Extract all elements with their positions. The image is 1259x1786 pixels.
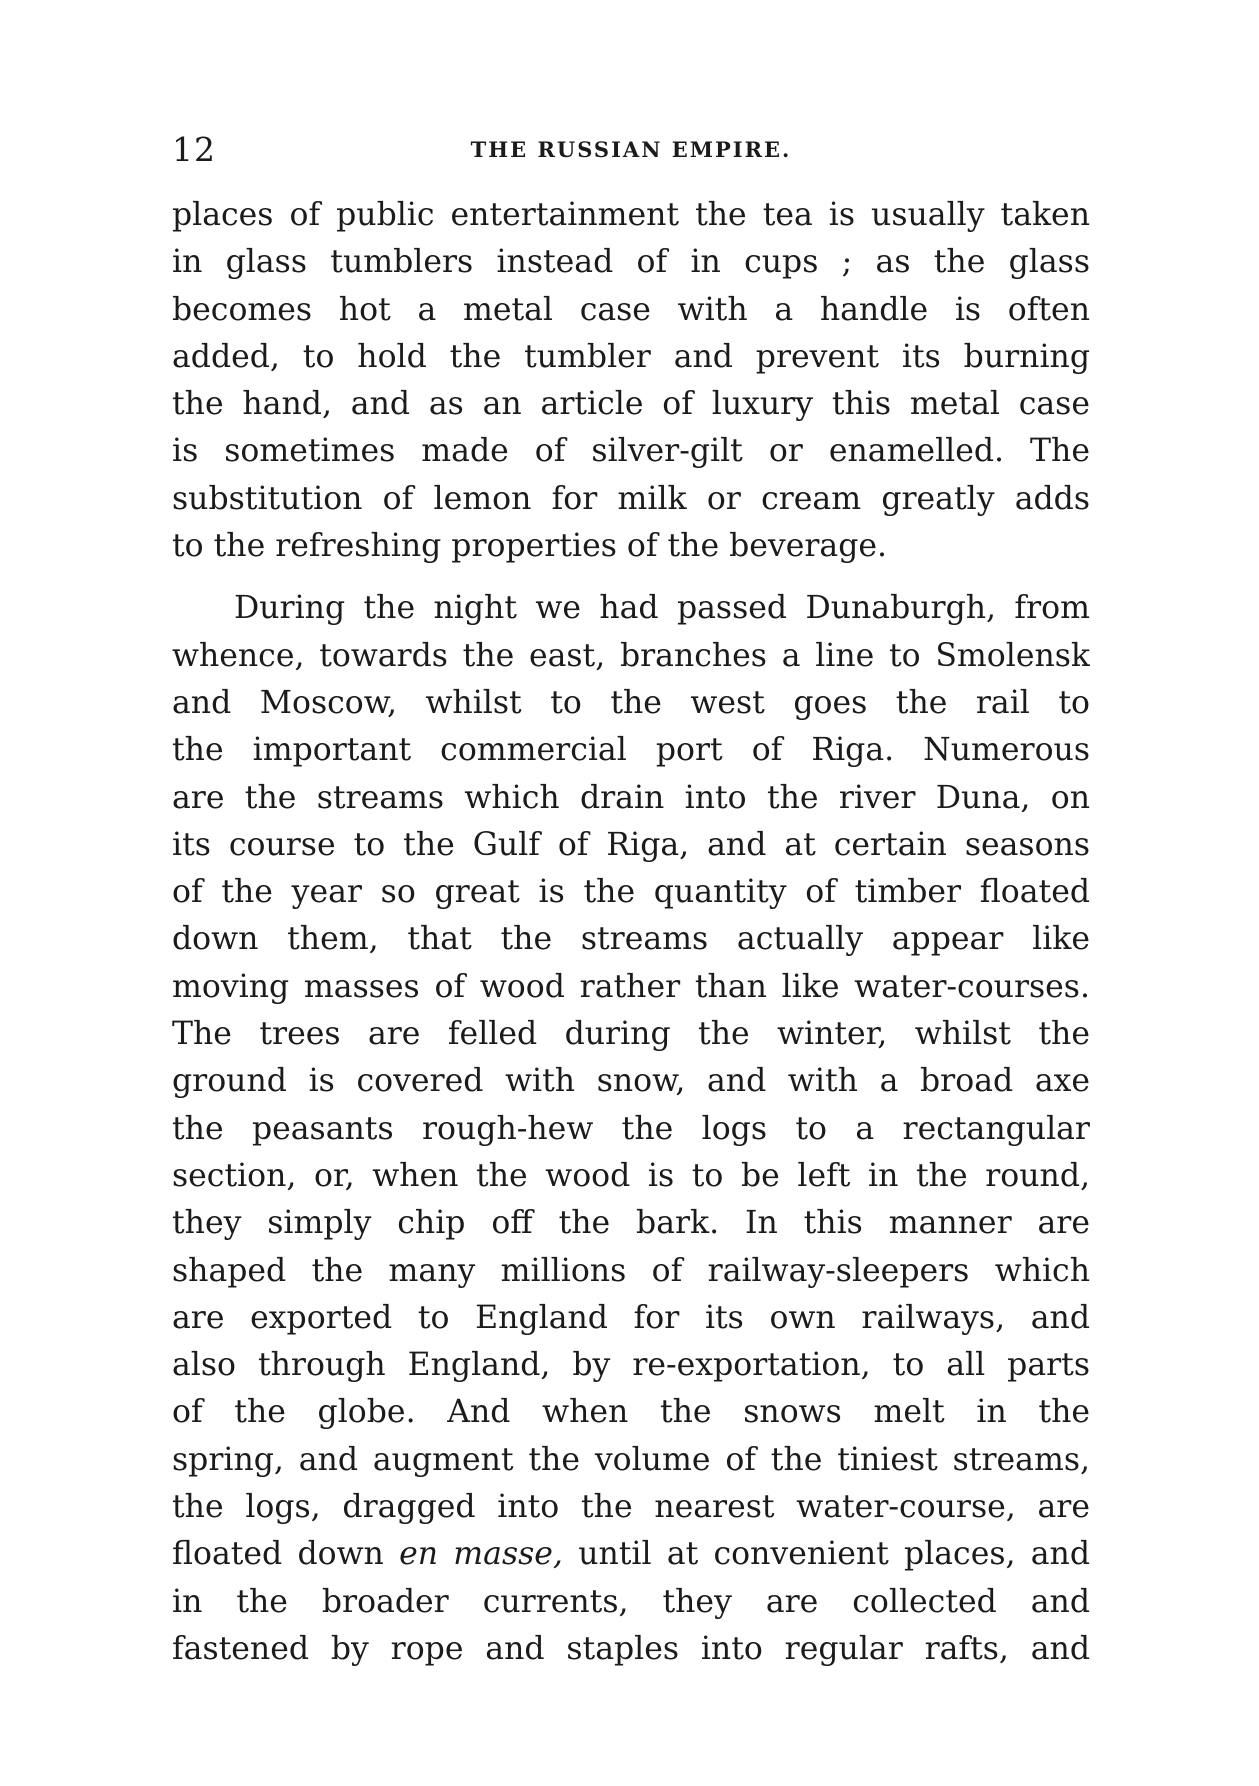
text-line: During the night we had passed Dunaburgh, from bbox=[234, 590, 1090, 627]
text-line: also through England, by re-exportation, to all parts bbox=[172, 1347, 1090, 1384]
text-line: down them, that the streams actually appear like bbox=[172, 921, 1090, 958]
text-line: added, to hold the tumbler and prevent its burning bbox=[172, 338, 1090, 375]
text-line: is sometimes made of silver-gilt or enamelled. The bbox=[172, 433, 1090, 470]
text-line: of the year so great is the quantity of timber floated bbox=[172, 874, 1090, 911]
text-run: floated down bbox=[172, 1536, 400, 1573]
text-line: the hand, and as an article of luxury this metal case bbox=[172, 386, 1090, 423]
text-line-with-italic bbox=[172, 1531, 1090, 1578]
text-line: section, or, when the wood is to be left in the round, bbox=[172, 1157, 1090, 1194]
paragraph-1 bbox=[172, 192, 1090, 570]
text-line: places of public entertainment the tea is usually taken bbox=[172, 197, 1090, 233]
text-line: are exported to England for its own railways, and bbox=[172, 1299, 1090, 1336]
text-line: they simply chip off the bark. In this manner are bbox=[172, 1205, 1090, 1242]
text-line: moving masses of wood rather than like water-courses. bbox=[172, 968, 1090, 1005]
text-line: ground is covered with snow, and with a broad axe bbox=[172, 1063, 1090, 1100]
text-line: shaped the many millions of railway-sleepers which bbox=[172, 1252, 1090, 1289]
text-line: are the streams which drain into the river Duna, on bbox=[172, 779, 1090, 816]
text-line: the important commercial port of Riga. Numerous bbox=[172, 732, 1090, 769]
page-number: 12 bbox=[172, 130, 216, 169]
text-line: and Moscow, whilst to the west goes the rail to bbox=[172, 684, 1090, 721]
italic-phrase: en masse, bbox=[399, 1536, 563, 1573]
text-line: to the refreshing properties of the beverage. bbox=[172, 528, 888, 565]
text-line: spring, and augment the volume of the tiniest streams, bbox=[172, 1441, 1090, 1478]
text-line: becomes hot a metal case with a handle is often bbox=[172, 291, 1090, 328]
text-line: whence, towards the east, branches a line to Smolensk bbox=[172, 637, 1090, 674]
text-line: in the broader currents, they are collected and bbox=[172, 1583, 1090, 1620]
text-line: fastened by rope and staples into regular rafts, and bbox=[172, 1630, 1090, 1667]
text-line: The trees are felled during the winter, whilst the bbox=[172, 1016, 1090, 1053]
running-head bbox=[172, 130, 1090, 170]
text-line: of the globe. And when the snows melt in the bbox=[172, 1394, 1090, 1431]
text-line: its course to the Gulf of Riga, and at certain seasons bbox=[172, 826, 1090, 863]
running-title: THE RUSSIAN EMPIRE. bbox=[470, 137, 792, 162]
body-text bbox=[172, 192, 1090, 1673]
paragraph-2 bbox=[172, 585, 1090, 1673]
text-line: substitution of lemon for milk or cream greatly adds bbox=[172, 480, 1090, 517]
paragraph-gap bbox=[172, 570, 1090, 585]
text-run: until at convenient places, and bbox=[562, 1536, 1090, 1573]
text-line: the logs, dragged into the nearest water-course, are bbox=[172, 1489, 1090, 1526]
text-line: in glass tumblers instead of in cups ; as the glass bbox=[172, 244, 1090, 281]
text-line: the peasants rough-hew the logs to a rectangular bbox=[172, 1110, 1090, 1147]
